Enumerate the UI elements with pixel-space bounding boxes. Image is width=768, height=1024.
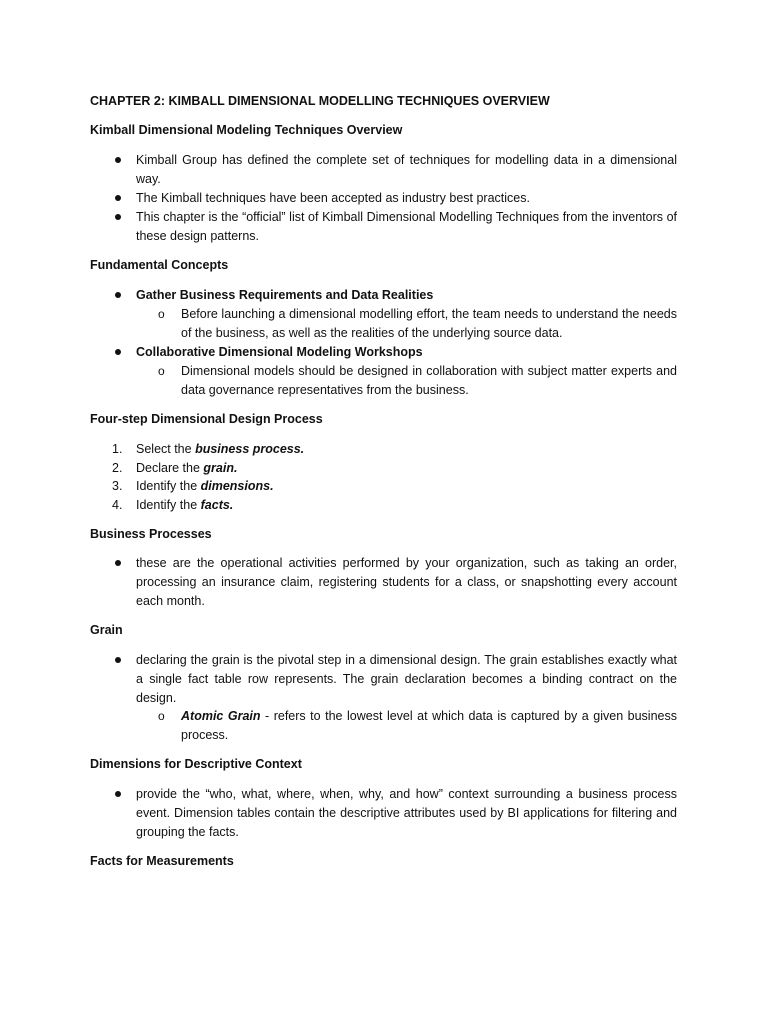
- fundamentals-heading: Fundamental Concepts: [90, 258, 229, 272]
- bullet-icon: [114, 651, 124, 670]
- step-term: dimensions.: [200, 479, 274, 493]
- overview-heading: Kimball Dimensional Modeling Techniques Overview: [90, 123, 403, 137]
- four-step-heading: Four-step Dimensional Design Process: [90, 412, 323, 426]
- bullet-icon: [114, 785, 124, 804]
- step-number: 4.: [112, 498, 123, 512]
- dimensions-heading: Dimensions for Descriptive Context: [90, 757, 302, 771]
- facts-heading: Facts for Measurements: [90, 854, 234, 868]
- list-item-text: This chapter is the “official” list of Kimball Dimensional Modelling Techniques from the inventors of these design patterns.: [136, 210, 677, 243]
- list-item-text: these are the operational activities performed by your organization, such as taking an order, processing an insurance claim, registering students for a class, or snapshotting every account each month.: [136, 556, 677, 608]
- list-item-label: Gather Business Requirements and Data Realities: [136, 288, 434, 302]
- list-item-text: Kimball Group has defined the complete set of techniques for modelling data in a dimensional way.: [136, 153, 677, 186]
- step-prefix: Declare the: [136, 461, 204, 475]
- hollow-bullet-icon: o: [158, 307, 165, 321]
- grain-heading: Grain: [90, 623, 123, 637]
- bullet-icon: [114, 208, 124, 227]
- step-prefix: Identify the: [136, 498, 201, 512]
- step-term: grain.: [203, 461, 238, 475]
- chapter-title: CHAPTER 2: KIMBALL DIMENSIONAL MODELLING TECHNIQUES OVERVIEW: [90, 94, 550, 108]
- bullet-icon: [114, 554, 124, 573]
- sub-list-item-text: Before launching a dimensional modelling effort, the team needs to understand the needs of the business, as well as the realities of the underlying source data.: [181, 307, 677, 340]
- step-term: business process.: [195, 442, 305, 456]
- business-processes-heading: Business Processes: [90, 527, 212, 541]
- hollow-bullet-icon: o: [158, 709, 165, 723]
- bullet-icon: [114, 343, 124, 362]
- list-item-text: provide the “who, what, where, when, why, and how” context surrounding a business process event. Dimension tables contain the descriptive attributes used by BI applications for filtering and grouping the facts.: [136, 787, 677, 839]
- list-item-label: Collaborative Dimensional Modeling Workshops: [136, 345, 423, 359]
- step-number: 2.: [112, 461, 123, 475]
- sub-list-item-text: Dimensional models should be designed in collaboration with subject matter experts and data governance representatives from the business.: [181, 364, 677, 397]
- bullet-icon: [114, 189, 124, 208]
- bullet-icon: [114, 151, 124, 170]
- hollow-bullet-icon: o: [158, 364, 165, 378]
- step-number: 1.: [112, 442, 123, 456]
- step-number: 3.: [112, 479, 123, 493]
- step-term: facts.: [200, 498, 234, 512]
- list-item-text: The Kimball techniques have been accepted as industry best practices.: [136, 191, 530, 205]
- atomic-grain-term: Atomic Grain: [181, 709, 261, 723]
- step-prefix: Select the: [136, 442, 196, 456]
- list-item-text: declaring the grain is the pivotal step in a dimensional design. The grain establishes exactly what a single fact table row represents. The grain declaration becomes a binding contract on the design.: [136, 653, 677, 705]
- atomic-grain-text: - refers to the lowest level at which data is captured by a given business process.: [181, 709, 677, 742]
- step-prefix: Identify the: [136, 479, 201, 493]
- bullet-icon: [114, 286, 124, 305]
